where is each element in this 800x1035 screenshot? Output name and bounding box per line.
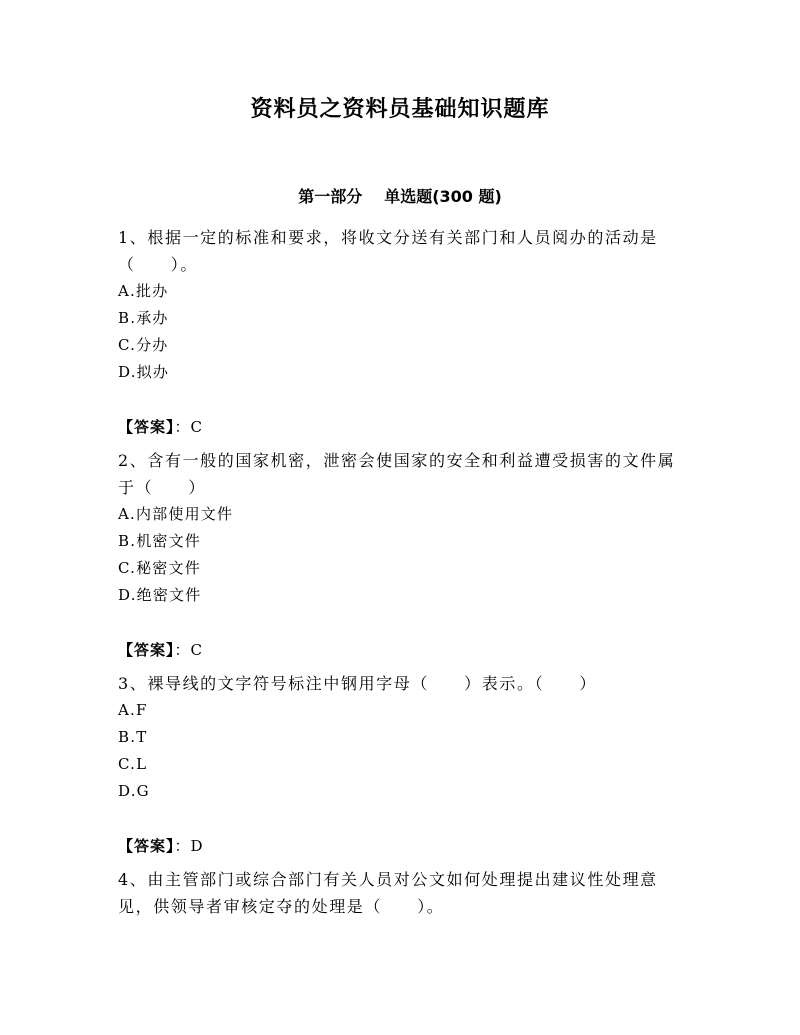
option-c: C.L <box>118 755 148 773</box>
answer-line <box>118 833 688 860</box>
option-d: D.绝密文件 <box>118 586 202 604</box>
question-stem: 3、裸导线的文字符号标注中钢用字母（ ）表示。（ ） <box>118 674 597 693</box>
option-b: B.T <box>118 728 148 746</box>
option-list <box>118 697 688 805</box>
option-b: B.承办 <box>118 309 169 327</box>
section-part: 第一部分 <box>298 187 363 206</box>
question-3 <box>118 670 688 860</box>
answer-value: D <box>190 837 204 855</box>
answer-label: 【答案】 <box>118 641 175 659</box>
question-4 <box>118 866 688 920</box>
option-a: A.批办 <box>118 282 169 300</box>
option-c: C.分办 <box>118 336 169 354</box>
option-list <box>118 501 688 609</box>
question-stem: 4、由主管部门或综合部门有关人员对公文如何处理提出建议性处理意见，供领导者审核定夺的处理是（ ）。 <box>118 870 658 916</box>
option-c: C.秘密文件 <box>118 559 201 577</box>
question-list <box>118 224 688 920</box>
answer-line <box>118 414 688 441</box>
option-d: D.G <box>118 782 150 800</box>
option-a: A.内部使用文件 <box>118 505 234 523</box>
question-stem: 1、根据一定的标准和要求，将收文分送有关部门和人员阅办的活动是（ ）。 <box>118 228 658 274</box>
option-b: B.机密文件 <box>118 532 201 550</box>
answer-value: C <box>190 418 204 436</box>
option-d: D.拟办 <box>118 363 170 381</box>
answer-separator: ： <box>174 641 191 659</box>
answer-value: C <box>190 641 204 659</box>
question-2 <box>118 447 688 664</box>
section-heading <box>0 184 800 207</box>
section-name: 单选题(300 题) <box>384 187 502 206</box>
document-title: 资料员之资料员基础知识题库 <box>250 97 550 122</box>
answer-separator: ： <box>174 837 191 855</box>
answer-separator: ： <box>174 418 191 436</box>
answer-line <box>118 637 688 664</box>
option-a: A.F <box>118 701 148 719</box>
answer-label: 【答案】 <box>118 418 175 436</box>
question-1 <box>118 224 688 441</box>
answer-label: 【答案】 <box>118 837 175 855</box>
question-stem: 2、含有一般的国家机密，泄密会使国家的安全和利益遭受损害的文件属于（ ） <box>118 451 676 497</box>
option-list <box>118 278 688 386</box>
